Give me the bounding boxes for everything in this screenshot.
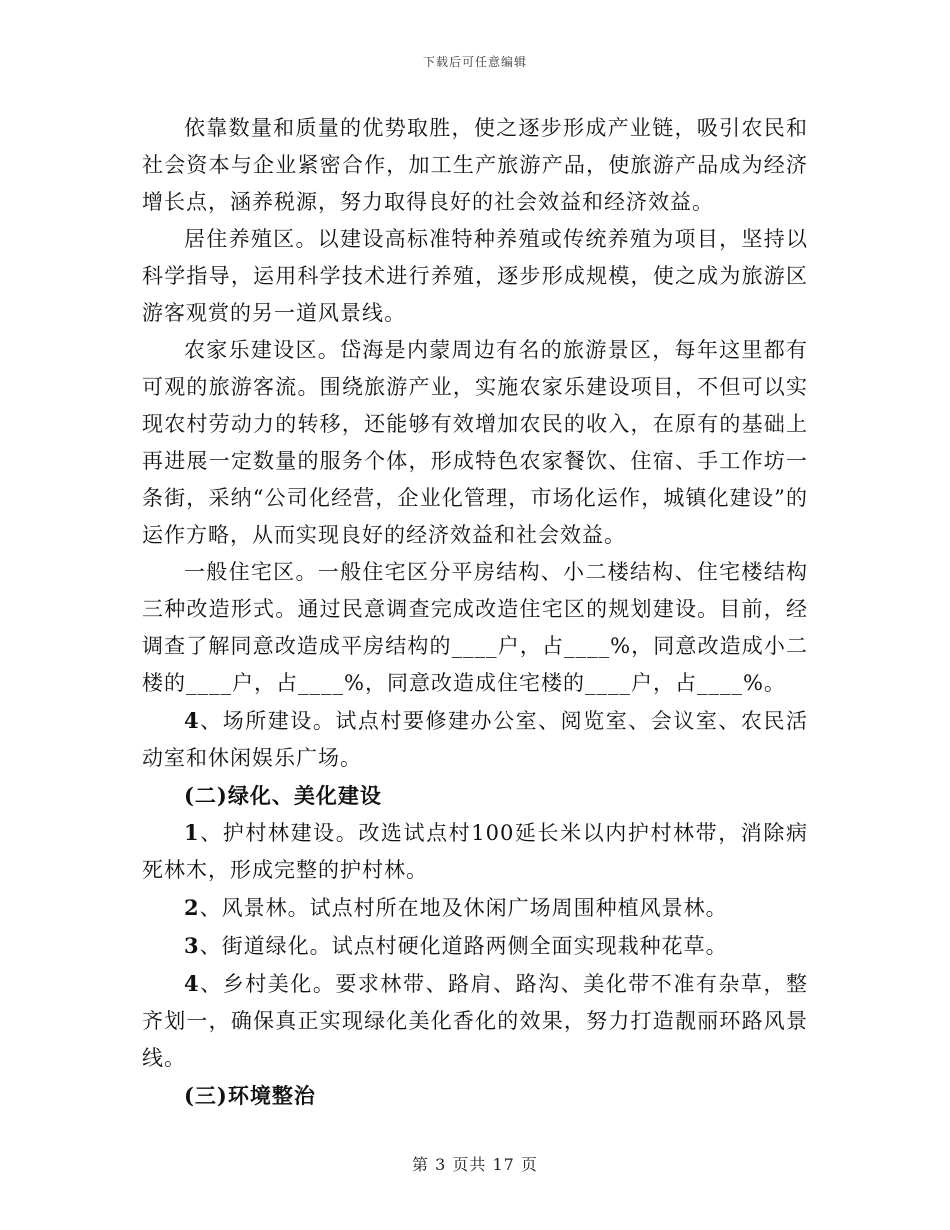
page-number: 第 3 页共 17 页	[412, 1155, 538, 1174]
paragraph-text: 、护村林建设。改选试点村100延长米以内护村林带，消除病死林木，形成完整的护村林。	[142, 821, 808, 882]
paragraph-street-greening	[142, 927, 808, 965]
paragraph-venue-construction	[142, 702, 808, 777]
paragraph-text: 、场所建设。试点村要修建办公室、阅览室、会议室、农民活动室和休闲娱乐广场。	[142, 709, 808, 770]
item-number: 1	[184, 820, 200, 845]
paragraph-text: 、风景林。试点村所在地及休闲广场周围种植风景林。	[199, 896, 728, 920]
header-note: 下载后可任意编辑	[422, 55, 527, 69]
paragraph-text: 、街道绿化。试点村硬化道路两侧全面实现栽种花草。	[199, 934, 728, 958]
paragraph-village-beautification	[142, 965, 808, 1077]
document-body	[142, 110, 808, 1114]
paragraph-text: 、乡村美化。要求林带、路肩、路沟、美化带不准有杂草，整齐划一，确保真正实现绿化美化香化的效果，努力打造靓丽环路风景线。	[142, 972, 808, 1070]
item-number: 4	[184, 708, 200, 733]
paragraph-farmstay-zone: 农家乐建设区。岱海是内蒙周边有名的旅游景区，每年这里都有可观的旅游客流。围绕旅游产业，实施农家乐建设项目，不但可以实现农村劳动力的转移，还能够有效增加农民的收入，在原有的基础上再进展一定数量的服务个体，形成特色农家餐饮、住宿、手工作坊一条街，采纳“公司化经营，企业化管理，市场化运作，城镇化建设”的运作方略，从而实现良好的经济效益和社会效益。	[142, 338, 808, 547]
item-number: 2	[184, 895, 200, 920]
section-heading-greening: (二)绿化、美化建设	[184, 783, 382, 808]
paragraph-breeding-zone: 居住养殖区。以建设高标准特种养殖或传统养殖为项目，坚持以科学指导，运用科学技术进行养殖，逐步形成规模，使之成为旅游区游客观赏的另一道风景线。	[142, 227, 808, 325]
section-heading-environment: (三)环境整治	[184, 1083, 316, 1108]
paragraph-residential-zone: 一般住宅区。一般住宅区分平房结构、小二楼结构、住宅楼结构三种改造形式。通过民意调查完成改造住宅区的规划建设。目前，经调查了解同意改造成平房结构的____户，占____%，同意改造成小二楼的____户，占____%，同意改造成住宅楼的____户，占____%。	[142, 560, 808, 695]
paragraph-1: 依靠数量和质量的优势取胜，使之逐步形成产业链，吸引农民和社会资本与企业紧密合作，加工生产旅游产品，使旅游产品成为经济增长点，涵养税源，努力取得良好的社会效益和经济效益。	[142, 116, 808, 214]
item-number: 3	[184, 933, 200, 958]
paragraph-scenic-forest	[142, 889, 808, 927]
item-number: 4	[184, 971, 200, 996]
paragraph-village-forest	[142, 814, 808, 889]
